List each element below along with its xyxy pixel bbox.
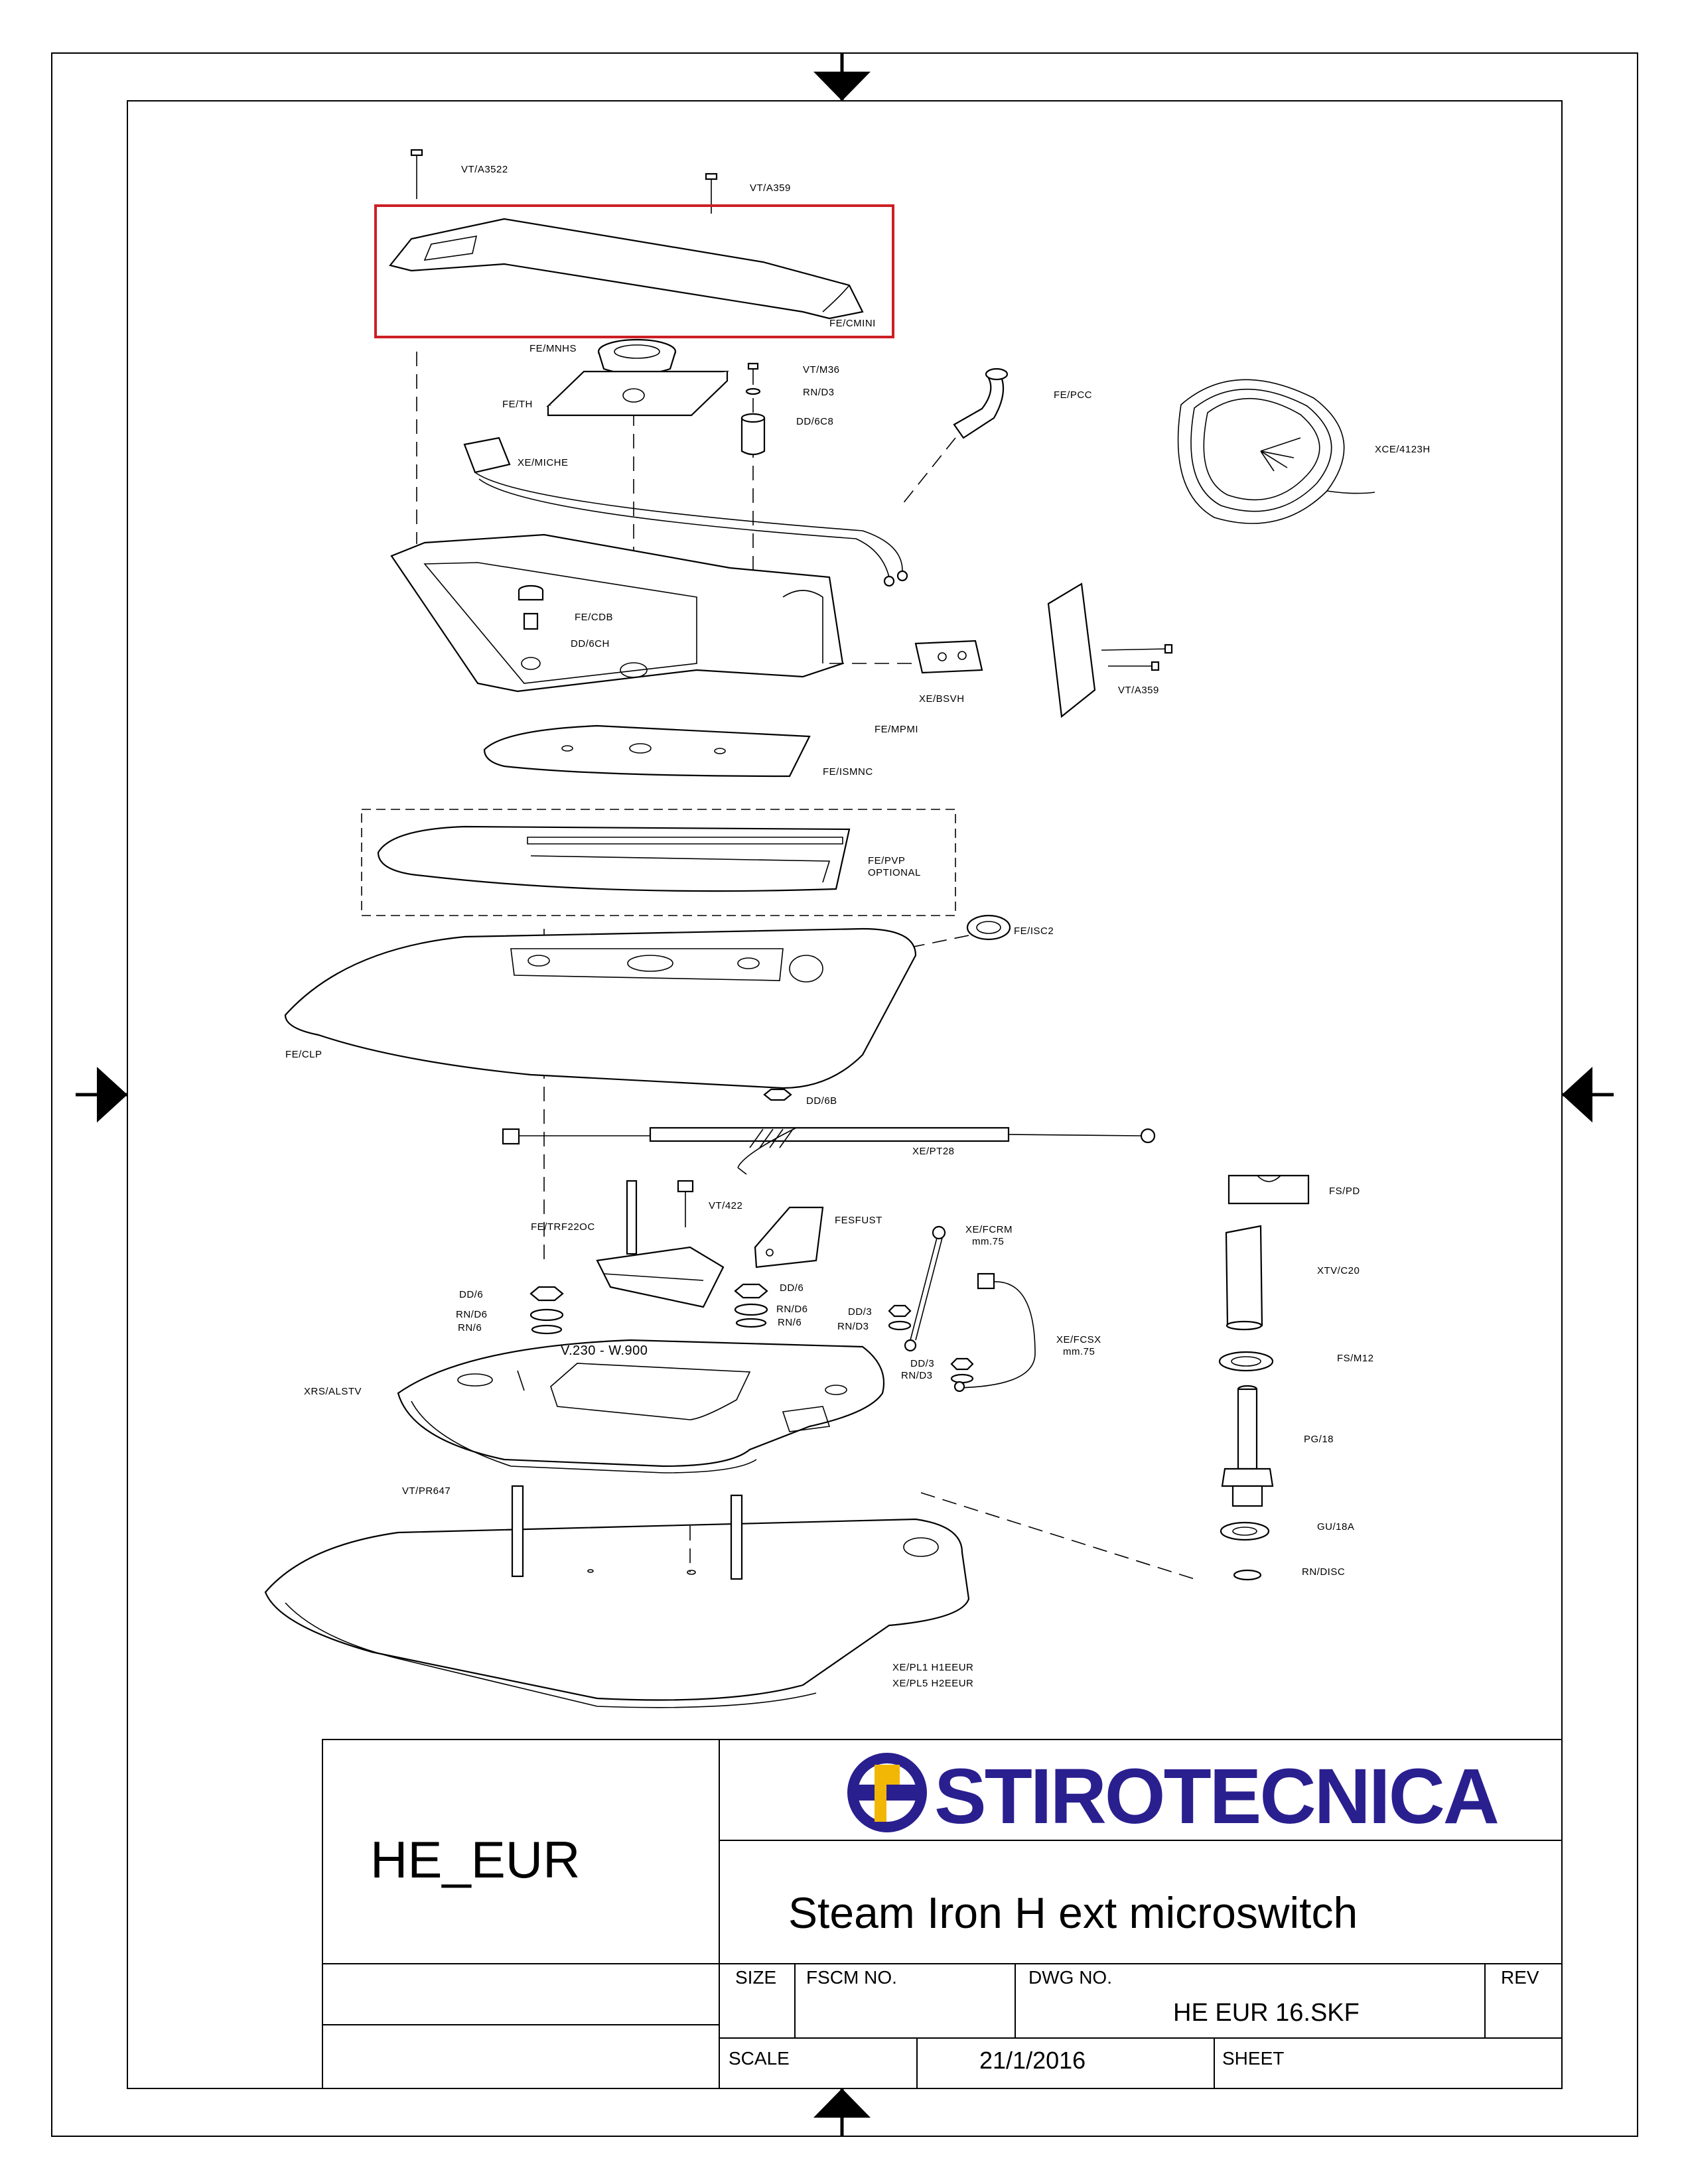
handle-cover-part	[390, 219, 863, 318]
label-dd-6c8: DD/6C8	[796, 416, 834, 427]
centering-arrow-right	[1562, 1067, 1614, 1123]
drawing-title: Steam Iron H ext microswitch	[788, 1888, 1358, 1937]
nut-dd-6b	[764, 1089, 791, 1100]
model-code: HE_EUR	[370, 1830, 581, 1889]
label-rn-d6-mid: RN/D6	[776, 1304, 808, 1315]
nut-stack-middle	[735, 1284, 767, 1327]
dwg-label: DWG NO.	[1028, 1967, 1112, 1988]
centering-arrow-bottom	[813, 2088, 871, 2136]
label-fe-ismnc: FE/ISMNC	[823, 766, 873, 778]
label-vt-a359-side: VT/A359	[1118, 685, 1159, 696]
label-pg-18: PG/18	[1304, 1434, 1334, 1445]
label-vt-422: VT/422	[709, 1200, 743, 1211]
label-xe-fcsx: XE/FCSX	[1056, 1334, 1101, 1345]
centering-arrow-top	[813, 53, 871, 101]
part-gu-18a	[1221, 1523, 1269, 1540]
label-xe-fcrm: XE/FCRM	[965, 1224, 1013, 1235]
label-vt-a3522: VT/A3522	[461, 164, 508, 175]
drawing-date: 21/1/2016	[979, 2047, 1086, 2074]
label-xe-pl1: XE/PL1 H1EEUR	[892, 1662, 974, 1673]
label-fe-isc2: FE/ISC2	[1014, 925, 1054, 937]
label-rn-6-mid: RN/6	[778, 1317, 802, 1328]
size-label: SIZE	[735, 1967, 777, 1988]
tab-fesfust	[755, 1207, 823, 1267]
cable-sleeve-part	[902, 369, 1007, 504]
label-dd-6b: DD/6B	[806, 1095, 837, 1107]
label-xrs-alstv: XRS/ALSTV	[304, 1386, 362, 1397]
label-fe-cmini: FE/CMINI	[829, 318, 876, 329]
side-plate-part	[1048, 584, 1172, 717]
plate-fe-th	[548, 372, 727, 415]
label-xe-pt28: XE/PT28	[912, 1146, 955, 1157]
label-fe-th: FE/TH	[502, 399, 533, 410]
label-fe-clp: FE/CLP	[285, 1049, 322, 1060]
company-logo	[853, 1753, 1498, 1840]
label-fe-mnhs: FE/MNHS	[529, 343, 577, 354]
fscm-label: FSCM NO.	[806, 1967, 897, 1988]
label-vt-a359-top: VT/A359	[750, 182, 791, 194]
label-dd-3-b: DD/3	[910, 1358, 935, 1369]
centering-arrow-left	[76, 1067, 127, 1123]
housing-part	[391, 535, 843, 691]
nut-stack-dd3-lower	[951, 1359, 973, 1383]
label-fe-mpmi: FE/MPMI	[875, 724, 918, 735]
label-vt-m36: VT/M36	[803, 364, 840, 375]
label-rn-d6-left: RN/D6	[456, 1309, 488, 1320]
optional-soleplate-cover	[378, 827, 849, 891]
label-rn-d3-b: RN/D3	[901, 1370, 933, 1381]
label-gu-18a: GU/18A	[1317, 1521, 1355, 1533]
wire-xe-fcsx	[955, 1274, 1035, 1391]
company-name: STIROTECNICA	[934, 1753, 1498, 1840]
cover-shell-part	[285, 929, 916, 1088]
soleplate-body-part	[398, 1340, 884, 1473]
heater-tube-part	[503, 1128, 1155, 1174]
label-xe-miche: XE/MICHE	[518, 457, 569, 468]
scale-label: SCALE	[729, 2048, 790, 2069]
label-fe-pcc: FE/PCC	[1054, 389, 1093, 401]
base-shell-part	[265, 1486, 1194, 1708]
label-xe-pl5: XE/PL5 H2EEUR	[892, 1678, 974, 1689]
part-fs-pd	[1229, 1176, 1308, 1203]
insulation-plate-part	[484, 726, 809, 776]
label-voltage: V.230 - W.900	[561, 1343, 648, 1358]
part-pg-18	[1222, 1386, 1273, 1506]
label-optional: OPTIONAL	[868, 867, 921, 878]
label-xe-bsvh: XE/BSVH	[919, 693, 965, 705]
rev-label: REV	[1501, 1967, 1539, 1988]
nut-stack-left	[531, 1287, 563, 1333]
screw-vt-a359-top	[706, 174, 717, 214]
label-rn-6-left: RN/6	[458, 1322, 482, 1333]
bracket-part	[829, 641, 982, 673]
label-dd-3-a: DD/3	[848, 1306, 873, 1318]
screw-vt-a3522	[411, 150, 422, 199]
label-fs-m12: FS/M12	[1337, 1353, 1374, 1364]
label-vt-pr647: VT/PR647	[402, 1485, 451, 1497]
thermostat-part	[597, 1181, 723, 1307]
dwg-number: HE EUR 16.SKF	[1173, 1999, 1360, 2027]
label-fe-pvp: FE/PVP	[868, 855, 906, 866]
cable-coil-part	[1178, 379, 1375, 523]
label-xce-4123h: XCE/4123H	[1375, 444, 1431, 455]
knob-part	[598, 340, 675, 374]
label-mm75-a: mm.75	[972, 1236, 1005, 1247]
label-fesfust: FESFUST	[835, 1215, 882, 1226]
label-rn-d3-top: RN/D3	[803, 387, 835, 398]
label-mm75-b: mm.75	[1063, 1346, 1095, 1357]
nut-stack-dd3	[889, 1306, 910, 1330]
label-rn-disc: RN/DISC	[1302, 1566, 1346, 1578]
part-fs-m12	[1220, 1352, 1273, 1371]
label-fe-trf22oc: FE/TRF22OC	[531, 1221, 595, 1233]
label-dd-6-mid: DD/6	[780, 1282, 804, 1294]
sheet-label: SHEET	[1222, 2048, 1285, 2069]
label-dd-6ch: DD/6CH	[571, 638, 610, 649]
label-rn-d3-a: RN/D3	[837, 1321, 869, 1332]
label-xtv-c20: XTV/C20	[1317, 1265, 1360, 1276]
label-fs-pd: FS/PD	[1329, 1186, 1360, 1197]
label-dd-6-left: DD/6	[459, 1289, 484, 1300]
wire-xe-fcrm	[905, 1227, 945, 1351]
part-rn-disc	[1234, 1570, 1261, 1580]
label-fe-cdb: FE/CDB	[575, 612, 614, 623]
part-xtv-c20	[1226, 1226, 1262, 1330]
